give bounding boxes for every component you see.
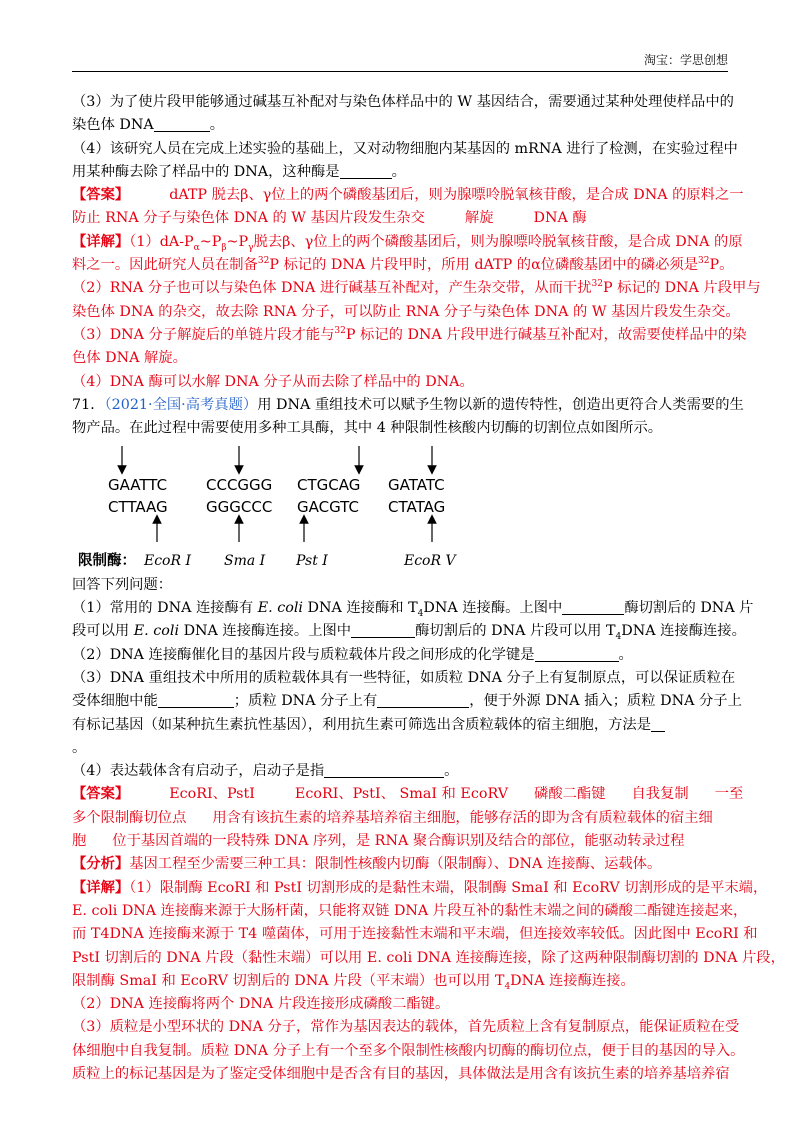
answer-blank [562, 599, 624, 615]
site-4-top-seq: GATATC [388, 476, 445, 495]
site-3-bottom-seq: GACGTC [297, 498, 359, 517]
detail2-line-9: 质粒上的标记基因是为了鉴定受体细胞中是否含有目的基因，具体做法是用含有该抗生素的培养基培养宿 [72, 1065, 730, 1082]
q2-line: （2）DNA 连接酶催化目的基因片段与质粒载体片段之间形成的化学键是 。 [72, 646, 633, 663]
enzyme-name-smai: Sma I [224, 553, 266, 570]
answer-blank [651, 716, 665, 732]
enzyme-name-psti: Pst I [296, 553, 328, 570]
q3-line-4: 。 [72, 739, 87, 756]
analysis-line: 【分析】基因工程至少需要三种工具：限制性核酸内切酶（限制酶）、DNA 连接酶、运载体。 [72, 856, 662, 873]
site-2-top-seq: CCCGGG [206, 476, 273, 495]
question-4-line-1: （4）该研究人员在完成上述实验的基础上，又对动物细胞内某基因的 mRNA 进行了检测，在实验过程中 [72, 140, 738, 157]
answer-blank [324, 762, 444, 778]
header-divider [72, 71, 728, 72]
site-2-bottom-seq: GGGCCC [206, 498, 273, 517]
answer2-line-2: 多个限制酶切位点 用含有该抗生素的培养基培养宿主细胞，能够存活的即为含有质粒载体的宿主细 [72, 809, 713, 826]
detail2-line-1: 【详解】（1）限制酶 EcoRI 和 PstI 切割形成的是黏性末端，限制酶 SmaI 和 EcoRV 切割形成的是平末端， [72, 879, 768, 896]
question-3-line-1: （3）为了使片段甲能够通过碱基互补配对与染色体样品中的 W 基因结合，需要通过某种处理使样品中的 [72, 94, 734, 110]
restriction-site-svg [72, 442, 492, 550]
q3-line-2: 受体细胞中能 ；质粒 DNA 分子上有 ，便于外源 DNA 插入；质粒 DNA 分子上 [72, 693, 742, 710]
site-1-bottom-seq: CTTAAG [108, 498, 168, 517]
detail2-line-2: E. coli DNA 连接酶来源于大肠杆菌，只能将双链 DNA 片段互补的黏性末端之间的磷酸二酯键连接起来， [72, 902, 748, 919]
detail-line-3: （2）RNA 分子也可以与染色体 DNA 进行碱基互补配对，产生杂交带，从而干扰$^{32}$P 标记的 DNA 片段甲与 [72, 279, 761, 297]
detail-line-7: （4）DNA 酶可以水解 DNA 分子从而去除了样品中的 DNA。 [72, 373, 474, 390]
site-1-top-seq: GAATTC [108, 476, 168, 495]
answer-blank [340, 163, 392, 179]
answer-line-1: 【答案】 dATP 脱去β、γ位上的两个磷酸基团后，则为腺嘌呤脱氧核苷酸，是合成 DNA 的原料之一 [72, 187, 744, 204]
detail-line-1: 【详解】$(1)dA-P_\alpha\sim P_\beta\sim P_\gamma$脱去β、γ位上的两个磷酸基团后，则为腺嘌呤脱氧核苷酸，是合成 DNA 的原 [72, 233, 743, 253]
answer-blank [535, 646, 619, 662]
enzyme-name-ecorv: EcoR V [404, 553, 456, 570]
cut-arrows-top [122, 446, 432, 470]
answer-blank [154, 116, 210, 132]
q3-line-1: （3）DNA 重组技术中所用的质粒载体具有一些特征，如质粒 DNA 分子上有复制原点，可以保证质粒在 [72, 669, 736, 686]
document-body [72, 91, 785, 1086]
detail-line-2: 料之一。因此研究人员在制备$^{32}$P 标记的 DNA 片段甲时，所用 dATP 的α位磷酸基团中的磷必须是$^{32}$P。 [72, 256, 734, 274]
dna-sequences [108, 476, 445, 516]
detail-line-5: （3）DNA 分子解旋后的单链片段才能与$^{32}$P 标记的 DNA 片段甲进行碱基互补配对，故需要使样品中的染 [72, 326, 747, 343]
detail-line-4: 染色体 DNA 的杂交，故去除 RNA 分子，可以防止 RNA 分子与染色体 DNA 的 W 基因片段发生杂交。 [72, 303, 740, 320]
answer2-line-3: 胞 位于基因首端的一段特殊 DNA 序列，是 RNA 聚合酶识别及结合的部位，能驱动转录过程 [72, 833, 685, 850]
detail2-line-5: 限制酶 SmaI 和 EcoRV 切割后的 DNA 片段（平末端）也可以用 $T_4DNA$ 连接酶连接。 [72, 972, 635, 992]
q4-line: （4）表达载体含有启动子，启动子是指 。 [72, 763, 459, 780]
detail2-line-3: 而 T4DNA 连接酶来源于 T4 噬菌体，可用于连接黏性末端和平末端，但连接效率较低。因此图中 EcoRI 和 [72, 926, 758, 943]
site-4-bottom-seq: CTATAG [388, 498, 446, 517]
detail-line-6: 色体 DNA 解旋。 [72, 350, 187, 367]
detail2-line-7: （3）质粒是小型环状的 DNA 分子，常作为基因表达的载体，首先质粒上含有复制原点，能保证质粒在受 [72, 1019, 740, 1036]
answer-blank [351, 622, 415, 638]
answer2-line-1: 【答案】 EcoRI、PstI EcoRI、PstI、 SmaI 和 EcoRV 磷酸二酯键 自我复制 一至 [72, 786, 744, 803]
question-71-line-1: 71．（2021·全国·高考真题）用 DNA 重组技术可以赋予生物以新的遗传特性，创造出更符合人类需要的生 [72, 396, 744, 413]
enzyme-name-ecori: EcoR I [144, 553, 192, 570]
answer-line-2: 防止 RNA 分子与染色体 DNA 的 W 基因片段发生杂交 解旋 DNA 酶 [72, 210, 587, 227]
question-3-line-2: 染色体 DNA 。 [72, 117, 225, 134]
restriction-site-diagram [72, 442, 728, 550]
answer-blank [377, 692, 469, 708]
q3-line-3: 有标记基因（如某种抗生素抗性基因），利用抗生素可筛选出含质粒载体的宿主细胞，方法是 [72, 714, 728, 737]
question-71-line-2: 物产品。在此过程中需要使用多种工具酶，其中 4 种限制性核酸内切酶的切割位点如图所示。 [72, 420, 663, 437]
detail2-line-4: PstI 切割后的 DNA 片段（黏性末端）可以用 E. coli DNA 连接酶连接，除了这两种限制酶切割的 DNA 片段， [72, 949, 785, 966]
site-3-top-seq: CTGCAG [297, 476, 361, 495]
q1-line-2: 段可以用 E. coli DNA 连接酶连接。上图中 酶切割后的 DNA 片段可以用 $T_4DNA$ 连接酶连接。 [72, 623, 746, 643]
cut-arrows-bottom [157, 519, 432, 542]
enzyme-label-row [72, 550, 728, 573]
detail2-line-8: 体细胞中自我复制。质粒 DNA 分子上有一个至多个限制性核酸内切酶的酶切位点，便于目的基因的导入。 [72, 1042, 745, 1059]
enzyme-label: 限制酶： [78, 553, 136, 570]
answer-blank [158, 692, 234, 708]
detail2-line-6: （2）DNA 连接酶将两个 DNA 片段连接形成磷酸二酯键。 [72, 996, 450, 1013]
question-4-line-2: 用某种酶去除了样品中的 DNA，这种酶是 。 [72, 163, 406, 180]
q1-line-1: （1）常用的 DNA 连接酶有 E. coli DNA 连接酶和 $T_4DNA$ 连接酶。上图中 酶切割后的 DNA 片 [72, 600, 754, 619]
header-title: 淘宝：学思创想 [643, 53, 728, 67]
questions-intro: 回答下列问题： [72, 576, 173, 593]
